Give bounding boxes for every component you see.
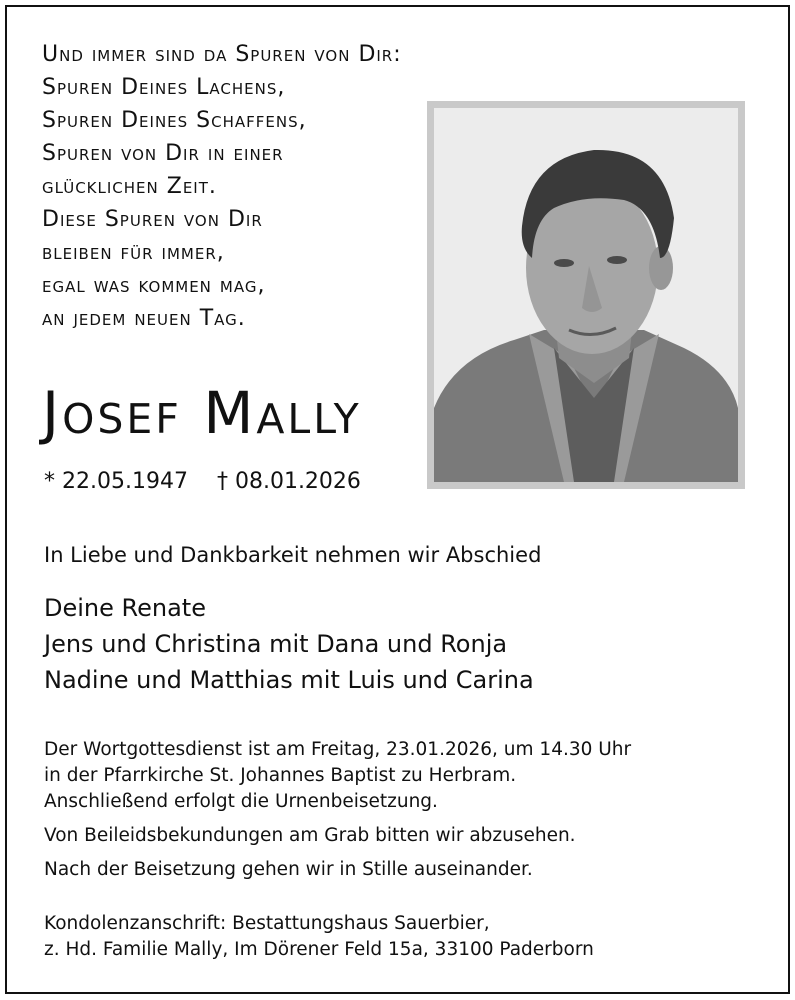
- poem-line: glücklichen Zeit.: [42, 174, 217, 199]
- life-dates: [44, 466, 361, 498]
- poem-line: egal was kommen mag,: [42, 273, 266, 298]
- service-info: [44, 737, 631, 883]
- death-date: † 08.01.2026: [216, 469, 361, 494]
- family-member: Nadine und Matthias mit Luis und Carina: [44, 666, 534, 694]
- service-line: Der Wortgottesdienst ist am Freitag, 23.01.2026, um 14.30 Uhr: [44, 739, 632, 760]
- portrait-photo: [434, 108, 738, 482]
- service-line: in der Pfarrkirche St. Johannes Baptist zu Herbram.: [44, 765, 517, 786]
- family-list: [44, 590, 534, 698]
- poem-line: Diese Spuren von Dir: [42, 207, 263, 232]
- service-note: Von Beileidsbekundungen am Grab bitten wir abzusehen.: [44, 825, 576, 846]
- condolence-line: z. Hd. Familie Mally, Im Dörener Feld 15a, 33100 Paderborn: [44, 939, 594, 960]
- poem-line: Spuren von Dir in einer: [42, 141, 284, 166]
- poem-line: Und immer sind da Spuren von Dir:: [42, 42, 402, 67]
- poem-line: bleiben für immer,: [42, 240, 225, 265]
- family-member: Deine Renate: [44, 594, 206, 622]
- deceased-name: Josef Mally: [42, 379, 362, 447]
- condolence-address: [44, 911, 594, 963]
- portrait-frame: [427, 101, 745, 489]
- portrait-image: [434, 108, 738, 482]
- poem-line: Spuren Deines Lachens,: [42, 75, 286, 100]
- family-member: Jens und Christina mit Dana und Ronja: [44, 630, 508, 658]
- birth-date: * 22.05.1947: [44, 469, 188, 494]
- farewell-line: In Liebe und Dankbarkeit nehmen wir Abschied: [44, 543, 542, 567]
- service-note: Nach der Beisetzung gehen wir in Stille auseinander.: [44, 859, 533, 880]
- service-line: Anschließend erfolgt die Urnenbeisetzung.: [44, 791, 438, 812]
- poem-line: an jedem neuen Tag.: [42, 306, 246, 331]
- condolence-line: Kondolenzanschrift: Bestattungshaus Sauerbier,: [44, 913, 490, 934]
- poem-line: Spuren Deines Schaffens,: [42, 108, 307, 133]
